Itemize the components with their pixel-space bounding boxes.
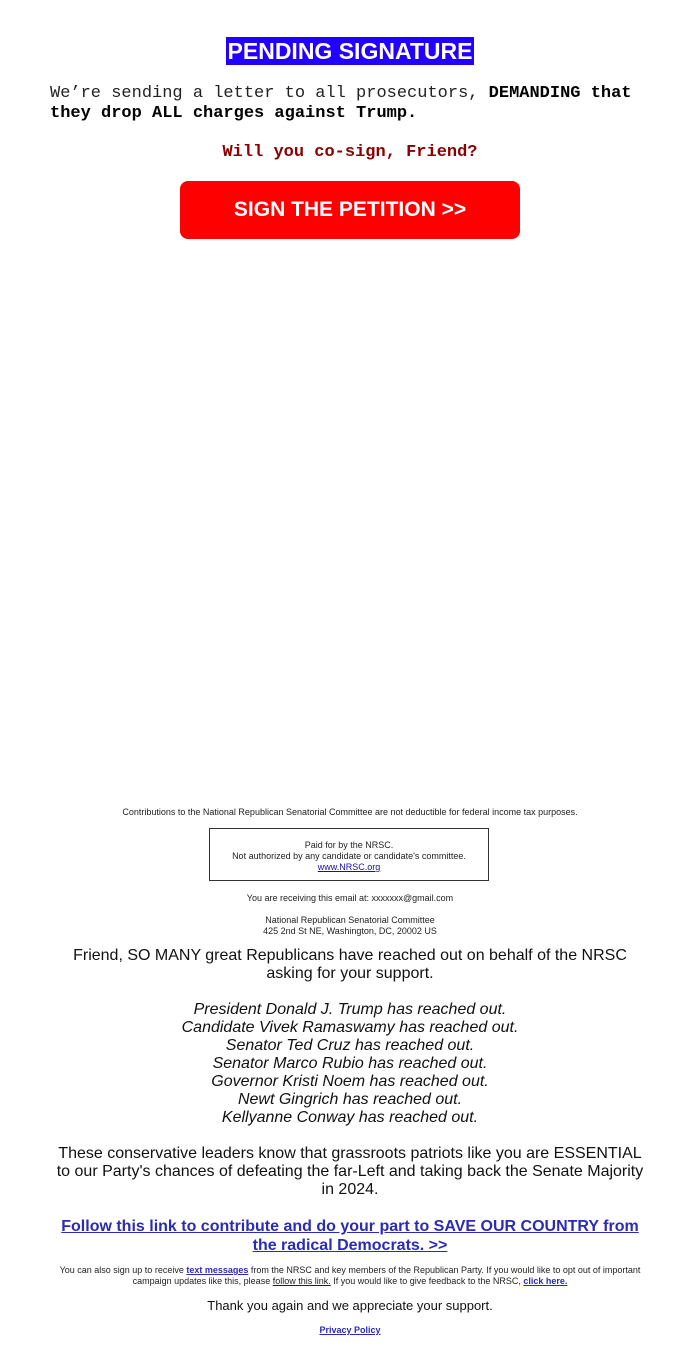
opt-out-text-3: If you would like to give feedback to the NRSC,: [330, 1276, 524, 1286]
cosign-question: Will you co-sign, Friend?: [222, 143, 478, 162]
org-name: National Republican Senatorial Committee: [265, 915, 435, 925]
reached-out-list: [0, 1001, 700, 1127]
pending-signature-label: PENDING SIGNATURE: [227, 38, 473, 64]
contribute-link[interactable]: Follow this link to contribute and do your part to SAVE OUR COUNTRY from the radical Democrats. >>: [61, 1218, 639, 1254]
opt-out-link[interactable]: follow this link.: [272, 1276, 331, 1286]
reached-out-item: Senator Ted Cruz has reached out.: [225, 1037, 475, 1054]
text-messages-link[interactable]: text messages: [186, 1265, 249, 1275]
pending-signature-banner: [0, 38, 700, 65]
org-address-block: [0, 915, 700, 937]
reached-out-item: Governor Kristi Noem has reached out.: [211, 1073, 489, 1090]
tax-disclaimer: Contributions to the National Republican Senatorial Committee are not deductible for federal income tax purposes.: [122, 807, 578, 817]
opt-out-text-2: from the NRSC and key members of the Republican Party. If you would like to opt out of important campaign updates like this, please: [132, 1265, 641, 1286]
org-address: 425 2nd St NE, Washington, DC, 20002 US: [263, 926, 437, 936]
sign-petition-label: SIGN THE PETITION >>: [233, 198, 467, 221]
reached-out-item: Kellyanne Conway has reached out.: [221, 1109, 479, 1126]
privacy-policy-link[interactable]: Privacy Policy: [319, 1325, 381, 1335]
reached-out-item: Senator Marco Rubio has reached out.: [212, 1055, 488, 1072]
reached-out-item: President Donald J. Trump has reached out.: [193, 1001, 507, 1018]
reached-out-item: Candidate Vivek Ramaswamy has reached out.: [181, 1019, 519, 1036]
thank-you-text: Thank you again and we appreciate your support.: [207, 1298, 493, 1313]
leaders-paragraph: These conservative leaders know that grassroots patriots like you are ESSENTIAL to our Party's chances of defeating the far-Left and taking back the Senate Majority in 2024.: [56, 1145, 644, 1198]
friend-paragraph: Friend, SO MANY great Republicans have reached out on behalf of the NRSC asking for your support.: [73, 947, 627, 982]
intro-text-normal: We’re sending a letter to all prosecutors,: [50, 84, 489, 103]
opt-out-notice: [50, 1265, 650, 1287]
intro-text-bold: DEMANDING that they drop ALL charges against Trump.: [50, 84, 632, 123]
intro-text: [50, 84, 650, 124]
feedback-link[interactable]: click here.: [523, 1276, 568, 1286]
paid-line-2: Not authorized by any candidate or candidate's committee.: [232, 851, 466, 861]
reached-out-item: Newt Gingrich has reached out.: [237, 1091, 463, 1108]
nrsc-website-link[interactable]: www.NRSC.org: [317, 862, 381, 872]
contribute-link-block: [50, 1217, 650, 1255]
paid-line-1: Paid for by the NRSC.: [304, 840, 394, 850]
privacy-policy-block: [0, 1325, 700, 1335]
receiving-email-notice: You are receiving this email at: xxxxxxx@gmail.com: [246, 893, 454, 903]
opt-out-text-1: You can also sign up to receive: [59, 1265, 187, 1275]
paid-for-box: [209, 828, 489, 881]
sign-petition-button[interactable]: [180, 181, 520, 239]
